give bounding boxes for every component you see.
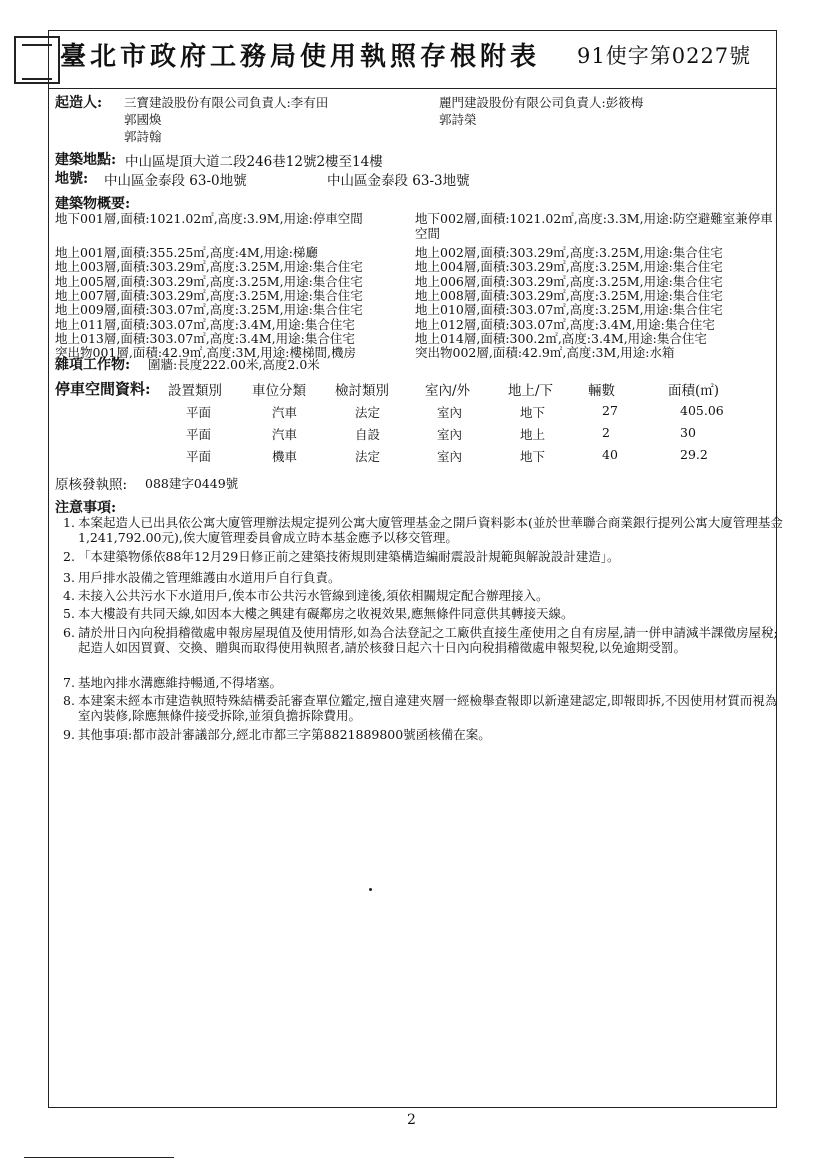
parking-label: 停車空間資料: [55, 380, 151, 398]
applicant-left-line3: 郭詩翰 [124, 129, 162, 144]
floor-entry: 地上014層,面積:300.2㎡,高度:3.4M,用途:集合住宅 [415, 330, 707, 346]
note-number: 3. [63, 570, 75, 585]
floor-entry: 地上007層,面積:303.29㎡,高度:3.25M,用途:集合住宅 [55, 287, 363, 303]
misc-works-label: 雜項工作物: [55, 357, 131, 373]
basement-2-line1: 地下002層,面積:1021.02㎡,高度:3.3M,用途:防空避難室兼停車 [415, 211, 773, 226]
floor-entry: 地上003層,面積:303.29㎡,高度:3.25M,用途:集合住宅 [55, 259, 363, 275]
parking-cell: 27 [602, 403, 618, 418]
note-text: 基地內排水溝應維持暢通,不得堵塞。 [78, 675, 282, 690]
page-border [48, 30, 777, 1108]
parking-column-header: 設置類別 [168, 383, 222, 399]
basement-1: 地下001層,面積:1021.02㎡,高度:3.9M,用途:停車空間 [55, 211, 363, 226]
note-text: 本建案未經本市建造執照特殊結構委託審查單位鑑定,擅自違建夾層一經檢舉查報即以新違建認定,即報即拆,不因使用材質而視為室內裝修,除應無條件接受拆除,並須負擔拆除費用。 [78, 693, 778, 723]
parking-cell: 室內 [437, 427, 463, 442]
note-text: 請於卅日內向稅捐稽徵處申報房屋現值及使用情形,如為合法登記之工廠供直接生產使用之自有房屋,請一併申請減半課徵房屋稅;起造人如因買賣、交換、贈與而取得使用執照者,請於核發日起六十日內向稅捐稽徵處申報契稅,以免逾期受罰。 [78, 625, 778, 655]
parking-column-header: 車位分類 [252, 383, 306, 399]
address-value: 中山區堤頂大道二段246巷12號2樓至14樓 [125, 154, 383, 170]
note-number: 1. [63, 515, 75, 530]
parking-cell: 地下 [520, 449, 546, 464]
parking-cell: 機車 [272, 449, 298, 464]
note-number: 4. [63, 588, 75, 603]
basement-2-line2: 空間 [415, 226, 441, 241]
scan-speck [369, 888, 372, 891]
note-number: 6. [63, 625, 75, 640]
floor-entry: 突出物002層,面積:42.9㎡,高度:3M,用途:水箱 [415, 345, 675, 361]
notes-title: 注意事項: [55, 500, 117, 516]
note-text: 其他事項:都市設計審議部分,經北市都三字第8821889800號函核備在案。 [78, 727, 491, 742]
floor-entry: 地上013層,面積:303.07㎡,高度:3.4M,用途:集合住宅 [55, 330, 355, 346]
applicant-label: 起造人: [55, 95, 103, 111]
applicant-left-line1: 三寶建設股份有限公司負責人:李有田 [124, 95, 329, 110]
parking-column-header: 面積(㎡) [668, 383, 720, 399]
note-text: 用戶排水設備之管理維護由水道用戶自行負責。 [78, 570, 341, 585]
parking-cell: 平面 [186, 405, 212, 420]
parking-column-header: 檢討類別 [335, 383, 389, 399]
floor-entry: 地上002層,面積:303.29㎡,高度:3.25M,用途:集合住宅 [415, 245, 723, 260]
floor-entry: 地上010層,面積:303.07㎡,高度:3.25M,用途:集合住宅 [415, 302, 723, 318]
lot-label: 地號: [55, 171, 89, 187]
parking-cell: 平面 [186, 427, 212, 442]
parking-cell: 室內 [437, 405, 463, 420]
parking-cell: 汽車 [272, 427, 298, 442]
parking-cell: 汽車 [272, 405, 298, 420]
original-permit-value: 088建字0449號 [145, 476, 239, 491]
parking-cell: 29.2 [680, 447, 708, 462]
note-text: 本大樓設有共同天線,如因本大樓之興建有礙鄰房之收視效果,應無條件同意供其轉接天線。 [78, 606, 574, 621]
address-label: 建築地點: [55, 152, 117, 168]
misc-works-value: 圍牆:長度222.00米,高度2.0米 [148, 357, 320, 372]
parking-cell: 平面 [186, 449, 212, 464]
floor-entry: 地上005層,面積:303.29㎡,高度:3.25M,用途:集合住宅 [55, 273, 363, 289]
parking-cell: 法定 [355, 449, 381, 464]
parking-cell: 2 [602, 425, 610, 440]
applicant-left-line2: 郭國煥 [124, 112, 162, 127]
floor-entry: 突出物001層,面積:42.9㎡,高度:3M,用途:樓梯間,機房 [55, 345, 356, 361]
parking-column-header: 地上/下 [508, 383, 554, 399]
floor-entry: 地上006層,面積:303.29㎡,高度:3.25M,用途:集合住宅 [415, 273, 723, 289]
note-number: 9. [63, 727, 75, 742]
lot-number-2: 中山區金泰段 63-3地號 [327, 173, 470, 189]
floor-entry: 地上012層,面積:303.07㎡,高度:3.4M,用途:集合住宅 [415, 316, 715, 332]
stamp-mark [14, 36, 60, 84]
parking-cell: 地上 [520, 427, 546, 442]
parking-column-header: 室內/外 [425, 383, 471, 399]
note-text: 本案起造人已出具依公寓大廈管理辦法規定提列公寓大廈管理基金之開戶資料影本(並於世華聯合商業銀行提列公寓大廈管理基金1,241,792.00元),俟大廈管理委員會成立時本基金應予以移交管理。 [78, 515, 783, 545]
note-number: 7. [63, 675, 75, 690]
parking-cell: 自設 [355, 427, 381, 442]
applicant-right-line1: 麗門建設股份有限公司負責人:彭筱梅 [439, 95, 644, 110]
note-text: 未接入公共污水下水道用戶,俟本市公共污水管線到達後,須依相關規定配合辦理接入。 [78, 588, 549, 603]
floor-entry: 地上008層,面積:303.29㎡,高度:3.25M,用途:集合住宅 [415, 287, 723, 303]
applicant-right-line2: 郭詩榮 [439, 112, 477, 127]
page-number: 2 [407, 1112, 416, 1128]
lot-number-1: 中山區金泰段 63-0地號 [104, 173, 247, 189]
note-number: 2. [63, 549, 75, 564]
floor-entry: 地上001層,面積:355.25㎡,高度:4M,用途:梯廳 [55, 245, 318, 260]
floor-entry: 地上011層,面積:303.07㎡,高度:3.4M,用途:集合住宅 [55, 316, 355, 332]
floor-entry: 地上009層,面積:303.07㎡,高度:3.25M,用途:集合住宅 [55, 302, 363, 318]
parking-cell: 室內 [437, 449, 463, 464]
parking-cell: 法定 [355, 405, 381, 420]
parking-cell: 405.06 [680, 403, 724, 418]
floor-entry: 地上004層,面積:303.29㎡,高度:3.25M,用途:集合住宅 [415, 259, 723, 275]
page-title: 臺北市政府工務局使用執照存根附表 [60, 42, 541, 72]
original-permit-label: 原核發執照: [55, 477, 128, 493]
parking-cell: 30 [680, 425, 696, 440]
title-divider [48, 88, 777, 89]
parking-cell: 地下 [520, 405, 546, 420]
note-number: 5. [63, 606, 75, 621]
parking-column-header: 輛數 [588, 383, 615, 399]
overview-label: 建築物概要: [55, 196, 131, 212]
parking-cell: 40 [602, 447, 618, 462]
note-text: 「本建築物係依88年12月29日修正前之建築技術規則建築構造編耐震設計規範與解說設計建造」。 [78, 549, 620, 564]
note-number: 8. [63, 693, 75, 708]
permit-number: 91使字第0227號 [577, 44, 752, 68]
